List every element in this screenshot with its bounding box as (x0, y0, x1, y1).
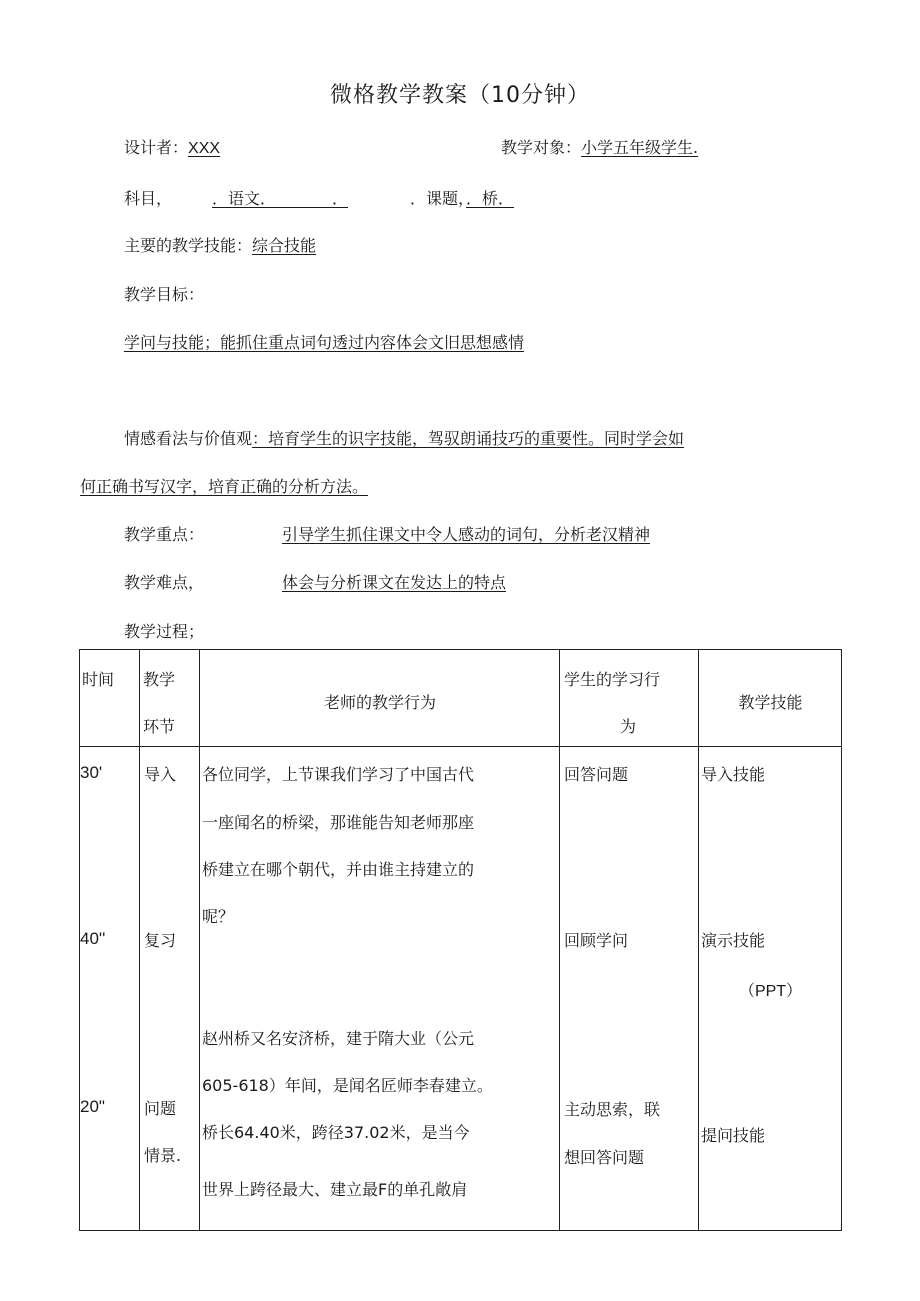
difficulty-label: 教学难点， (124, 573, 205, 592)
difficulty-value-text: 体会与分析课文在发达上的特点 (282, 573, 507, 592)
header-stage-1: 教学 (143, 670, 176, 689)
lesson-label: ．课题， (410, 189, 467, 208)
focus-value (282, 522, 650, 545)
header-student-2: 为 (620, 717, 637, 736)
skill-line-4: 提问技能 (701, 1126, 766, 1145)
header-teacher: 老师的教学行为 (323, 693, 436, 712)
header-teacher-cell (200, 650, 560, 747)
focus-value-text: 引导学生抓住课文中令人感动的词句，分析老汉精神 (282, 525, 651, 544)
teacher-line-2: 一座闻名的桥梁，那谁能告知老师那座 (202, 813, 475, 832)
header-time-cell (80, 650, 140, 747)
skill-cell (699, 747, 842, 1231)
teacher-line-8: 世界上跨径最大、建立最F的单孔敞肩 (202, 1180, 468, 1199)
difficulty-value (282, 570, 506, 593)
emotion-row-2 (80, 474, 368, 497)
time-cell (80, 747, 140, 1231)
process-table (79, 649, 842, 1231)
teacher-line-6: 605-618）年间，是闻名匠师李春建立。 (202, 1076, 493, 1095)
table-header-row (80, 650, 842, 747)
knowledge-label: 学问与技能 (124, 333, 205, 352)
target-label: 教学对象： (501, 138, 582, 157)
header-student-1: 学生的学习行 (564, 670, 661, 689)
header-stage-2: 环节 (143, 717, 176, 736)
teacher-cell (200, 747, 560, 1231)
knowledge-row (124, 330, 524, 353)
skill-value: 综合技能 (252, 236, 317, 255)
subject-label: 科目， (124, 189, 173, 208)
emotion-value-2: 何正确书写汉字，培育正确的分析方法。 (80, 477, 369, 496)
student-line-2: 回顾学问 (564, 931, 629, 950)
header-skill: 教学技能 (738, 693, 803, 712)
skill-label: 主要的教学技能： (124, 236, 253, 255)
student-line-3: 主动思索，联 (564, 1100, 661, 1119)
table-row (80, 747, 842, 1231)
teacher-line-1: 各位同学，上节课我们学习了中国古代 (202, 765, 475, 784)
teacher-line-3: 桥建立在哪个朝代，并由谁主持建立的 (202, 860, 475, 879)
time-1: 30' (80, 763, 103, 782)
time-2: 40'' (80, 929, 106, 948)
designer-label: 设计者： (124, 138, 189, 157)
subject-value-wrap (212, 186, 348, 209)
skill-line-2: 演示技能 (701, 931, 766, 950)
subject-row (124, 186, 172, 209)
skill-row (124, 233, 316, 256)
header-student-cell (560, 650, 699, 747)
objectives-label: 教学目标： (124, 285, 205, 304)
designer-row (124, 135, 220, 158)
skill-line-1: 导入技能 (701, 765, 766, 784)
stage-4: 情景. (144, 1146, 182, 1165)
page-title: 微格教学教案（10分钟） (330, 83, 590, 108)
focus-label: 教学重点： (124, 525, 205, 544)
stage-1: 导入 (144, 765, 177, 784)
lesson-row (410, 186, 514, 209)
stage-cell (140, 747, 200, 1231)
emotion-label: 情感看法与价值观 (124, 429, 253, 448)
emotion-row (124, 426, 684, 449)
target-value: 小学五年级学生. (581, 138, 699, 157)
student-cell (560, 747, 699, 1231)
emotion-value-1: ：培育学生的识字技能，驾驭朗诵技巧的重要性。同时学会如 (252, 429, 685, 448)
designer-value: XXX (188, 140, 221, 157)
stage-2: 复习 (144, 931, 177, 950)
target-row (501, 135, 698, 158)
student-line-1: 回答问题 (564, 765, 629, 784)
knowledge-value: ；能抓住重点词句透过内容体会文旧思想感情 (204, 333, 525, 352)
lesson-value: ．桥． (466, 189, 515, 208)
teacher-line-5: 赵州桥又名安济桥，建于隋大业（公元 (202, 1029, 475, 1048)
stage-3: 问题 (144, 1099, 177, 1118)
time-3: 20" (80, 1097, 105, 1116)
student-line-4: 想回答问题 (564, 1148, 645, 1167)
process-label: 教学过程； (124, 622, 205, 641)
subject-value: ．语文． ． (212, 189, 349, 208)
skill-line-3: （PPT） (738, 983, 803, 1000)
teacher-line-4: 呢？ (202, 907, 235, 926)
teacher-line-7: 桥长64.40米，跨径37.02米，是当今 (202, 1123, 470, 1142)
header-skill-cell (699, 650, 842, 747)
header-time: 时间 (82, 670, 115, 689)
header-stage-cell (140, 650, 200, 747)
